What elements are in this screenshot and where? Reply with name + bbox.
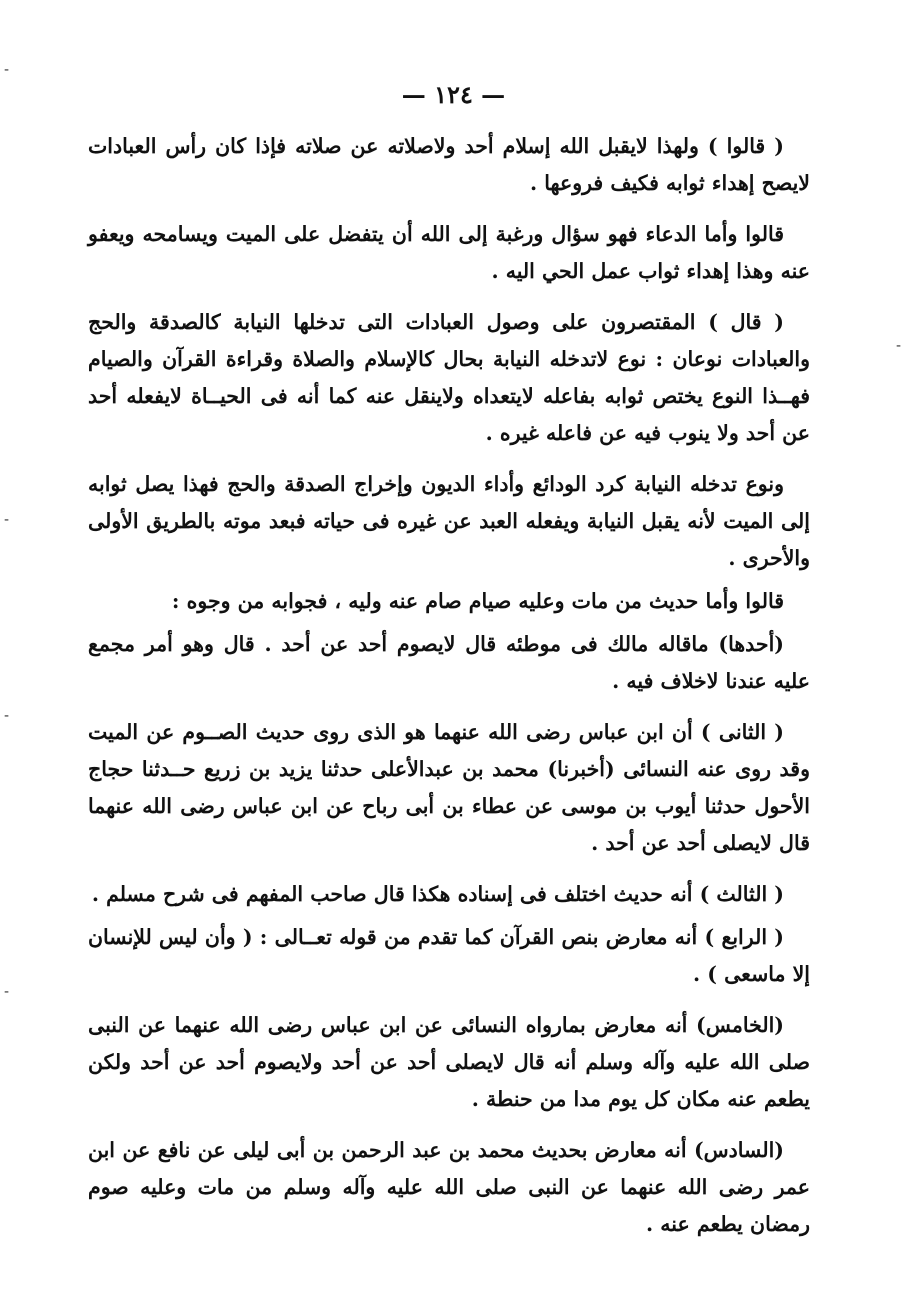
paragraph-9: ( الرابع ) أنه معارض بنص القرآن كما تقدم من قوله تعــالى : ( وأن ليس للإنسان إلا ماسعى ) . [88, 925, 810, 986]
paragraph-7: ( الثانى ) أن ابن عباس رضى الله عنهما هو الذى روى حديث الصــوم عن الميت وقد روى عنه النسائى (أخبرنا) محمد بن عبدالأعلى حدثنا يزيد بن زريع حــدثنا حجاج الأحول حدثنا أيوب بن موسى عن عطاء بن أبى رباح عن ابن عباس رضى الله عنهما قال لايصلى أحد عن أحد . [88, 720, 810, 855]
margin-mark: - [4, 708, 10, 724]
paragraph-3: ( قال ) المقتصرون على وصول العبادات التى تدخلها النيابة كالصدقة والحج والعبادات نوعان : نوع لاتدخله النيابة بحال كالإسلام والصلاة وقراءة القرآن والصيام فهــذا النوع يختص ثوابه بفاعله لايتعداه ولاينقل عنه كما أنه فى الحيــاة لايفعله أحد عن أحد ولا ينوب فيه عن فاعله غيره . [88, 310, 810, 445]
paragraph-8: ( الثالث ) أنه حديث اختلف فى إسناده هكذا قال صاحب المفهم فى شرح مسلم . [91, 882, 784, 906]
margin-mark: - [4, 512, 10, 528]
paragraph-2: قالوا وأما الدعاء فهو سؤال ورغبة إلى الله أن يتفضل على الميت ويسامحه ويعفو عنه وهذا إهداء ثواب عمل الحي اليه . [88, 222, 810, 283]
paragraph-5: قالوا وأما حديث من مات وعليه صيام صام عنه وليه ، فجوابه من وجوه : [171, 589, 784, 613]
paragraph-4: ونوع تدخله النيابة كرد الودائع وأداء الديون وإخراج الصدقة والحج فهذا يصل ثوابه إلى الميت لأنه يقبل النيابة ويفعله العبد عن غيره فى حياته فبعد موته بالطريق الأولى والأحرى . [88, 472, 810, 570]
paragraph-10: (الخامس) أنه معارض بمارواه النسائى عن ابن عباس رضى الله عنهما عن النبى صلى الله عليه وآله وسلم أنه قال لايصلى أحد عن أحد ولايصوم أحد عن أحد ولكن يطعم عنه مكان كل يوم مدا من حنطة . [88, 1013, 810, 1111]
paragraph-11: (السادس) أنه معارض بحديث محمد بن عبد الرحمن بن أبى ليلى عن نافع عن ابن عمر رضى الله عنهما عن النبى صلى الله عليه وآله وسلم من مات وعليه صوم رمضان يطعم عنه . [88, 1138, 810, 1236]
page-number: — ١٢٤ — [401, 80, 506, 109]
margin-mark: - [896, 338, 902, 354]
paragraph-6: (أحدها) ماقاله مالك فى موطئه قال لايصوم أحد عن أحد . قال وهو أمر مجمع عليه عندنا لاخلاف فيه . [88, 632, 810, 693]
margin-mark: - [4, 984, 10, 1000]
paragraph-1: ( قالوا ) ولهذا لايقبل الله إسلام أحد ولاصلاته عن صلاته فإذا كان رأس العبادات لايصح إهداء ثوابه فكيف فروعها . [88, 134, 810, 195]
margin-mark: - [4, 62, 10, 78]
body-text [88, 128, 810, 1257]
